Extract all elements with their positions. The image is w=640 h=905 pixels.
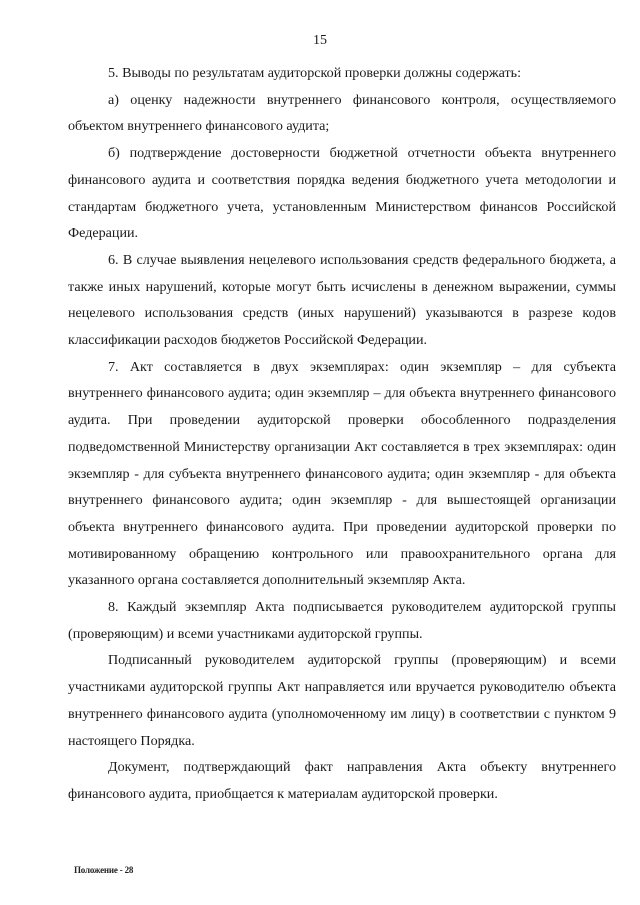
paragraph-6: 6. В случае выявления нецелевого использования средств федерального бюджета, а также иных нарушений, которые могут быть исчислены в денежном выражении, суммы нецелевого использования средств (иных нарушений) указываются в разрезе кодов классификации расходов бюджетов Российской Федерации. bbox=[68, 251, 616, 349]
paragraph-7: 7. Акт составляется в двух экземплярах: один экземпляр – для субъекта внутреннего финансового аудита; один экземпляр – для объекта внутреннего финансового аудита. При проведении аудиторской проверки обособленного подразделения подведомственной Министерству организации Акт составляется в трех экземплярах: один экземпляр - для субъекта внутреннего финансового аудита; один экземпляр - для объекта внутреннего финансового аудита; один экземпляр - для вышестоящей организации объекта внутреннего финансового аудита. При проведении аудиторской проверки по мотивированному обращению контрольного или правоохранительного органа для указанного органа составляется дополнительный экземпляр Акта. bbox=[68, 358, 616, 589]
paragraph-5a: а) оценку надежности внутреннего финансового контроля, осуществляемого объектом внутреннего финансового аудита; bbox=[68, 91, 616, 135]
footer-stamp: Положение - 28 bbox=[74, 865, 134, 875]
document-body bbox=[68, 60, 616, 808]
paragraph-8-document: Документ, подтверждающий факт направления Акта объекту внутреннего финансового аудита, приобщается к материалам аудиторской проверки. bbox=[68, 759, 616, 802]
paragraph-5b: б) подтверждение достоверности бюджетной отчетности объекта внутреннего финансового аудита и соответствия порядка ведения бюджетного учета методологии и стандартам бюджетного учета, установленным Министерством финансов Российской Федерации. bbox=[68, 145, 616, 242]
page-number: 15 bbox=[313, 33, 327, 48]
paragraph-5-conclusions: 5. Выводы по результатам аудиторской проверки должны содержать: bbox=[108, 65, 522, 81]
paragraph-8: 8. Каждый экземпляр Акта подписывается руководителем аудиторской группы (проверяющим) и всеми участниками аудиторской группы. bbox=[68, 599, 616, 642]
paragraph-8-signed: Подписанный руководителем аудиторской группы (проверяющим) и всеми участниками аудиторской группы Акт направляется или вручается руководителю объекта внутреннего финансового аудита (уполномоченному им лицу) в соответствии с пунктом 9 настоящего Порядка. bbox=[68, 652, 616, 749]
